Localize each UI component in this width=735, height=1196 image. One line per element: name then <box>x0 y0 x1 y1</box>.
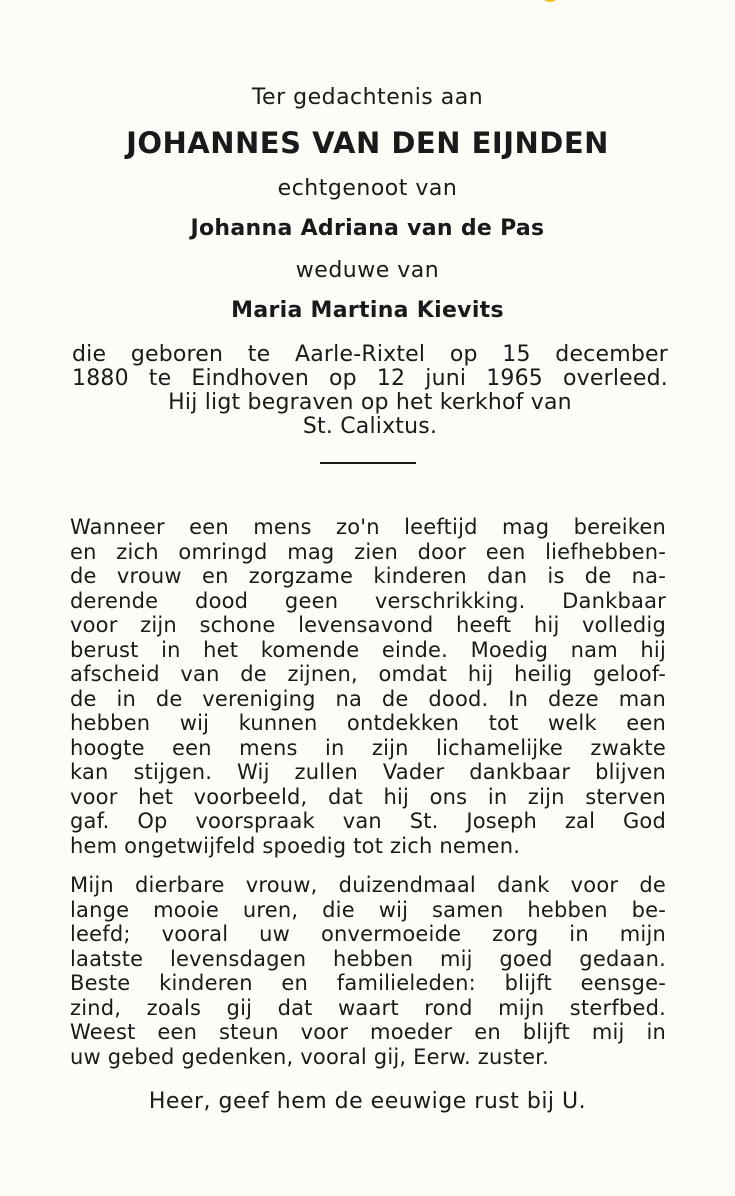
relation-1: echtgenoot van <box>277 176 458 201</box>
divider <box>320 462 416 464</box>
closing-prayer: Heer, geef hem de eeuwige rust bij U. <box>148 1089 587 1114</box>
bio-line: die geboren te Aarle-Rixtel op 15 december <box>72 342 668 367</box>
bio-line: Hij ligt begraven op het kerkhof van <box>168 390 572 415</box>
paragraph-line: Beste kinderen en familieleden: blijft eensge- <box>70 971 666 995</box>
paragraph-line: hebben wij kunnen ontdekken tot welk een <box>70 711 666 735</box>
paragraph-line: laatste levensdagen hebben mij goed gedaan. <box>70 946 666 971</box>
relation-2: weduwe van <box>295 258 440 283</box>
paragraph-line: gaf. Op voorspraak van St. Joseph zal God <box>70 809 666 833</box>
paragraph-line: derende dood geen verschrikking. Dankbaar <box>70 588 666 613</box>
paragraph-line: de vrouw en zorgzame kinderen dan is de na- <box>70 564 666 588</box>
biography <box>72 343 668 439</box>
paragraph-line: hoogte een mens in zijn lichamelijke zwakte <box>70 735 666 760</box>
paragraph-line: zind, zoals gij dat waart rond mijn sterfbed. <box>70 995 666 1020</box>
paragraph-line: Wanneer een mens zo'n leeftijd mag bereiken <box>70 515 666 539</box>
paragraph-line: en zich omringd mag zien door een liefhebben- <box>70 539 666 564</box>
paragraph-line: de in de vereniging na de dood. In deze man <box>70 686 666 711</box>
paragraph-line: leefd; vooral uw onvermoeide zorg in mijn <box>70 922 666 946</box>
paragraph-line: hem ongetwijfeld spoedig tot zich nemen. <box>70 833 521 858</box>
paragraph-line: afscheid van de zijnen, omdat hij heilig geloof- <box>70 662 666 686</box>
deceased-name: JOHANNES VAN DEN EIJNDEN <box>126 126 609 160</box>
decorative-dot <box>540 0 560 2</box>
paragraph-line: lange mooie uren, die wij samen hebben be- <box>70 897 666 922</box>
paragraph-1 <box>70 515 666 858</box>
spouse-1-name: Johanna Adriana van de Pas <box>190 216 545 241</box>
paragraph-line: voor het voorbeeld, dat hij ons in zijn sterven <box>70 784 666 809</box>
paragraph-line: Weest een steun voor moeder en blijft mij in <box>70 1020 666 1044</box>
paragraph-line: uw gebed gedenken, vooral gij, Eerw. zuster. <box>70 1044 549 1069</box>
paragraph-line: kan stijgen. Wij zullen Vader dankbaar blijven <box>70 760 666 784</box>
paragraph-line: Mijn dierbare vrouw, duizendmaal dank voor de <box>70 873 666 897</box>
spouse-2-name: Maria Martina Kievits <box>231 298 504 323</box>
bio-line: 1880 te Eindhoven op 12 juni 1965 overleed. <box>72 366 668 391</box>
bio-line: St. Calixtus. <box>302 414 438 439</box>
intro-text: Ter gedachtenis aan <box>251 85 484 110</box>
paragraph-2 <box>70 873 666 1069</box>
paragraph-line: voor zijn schone levensavond heeft hij volledig <box>70 613 666 637</box>
paragraph-line: berust in het komende einde. Moedig nam hij <box>70 637 666 662</box>
